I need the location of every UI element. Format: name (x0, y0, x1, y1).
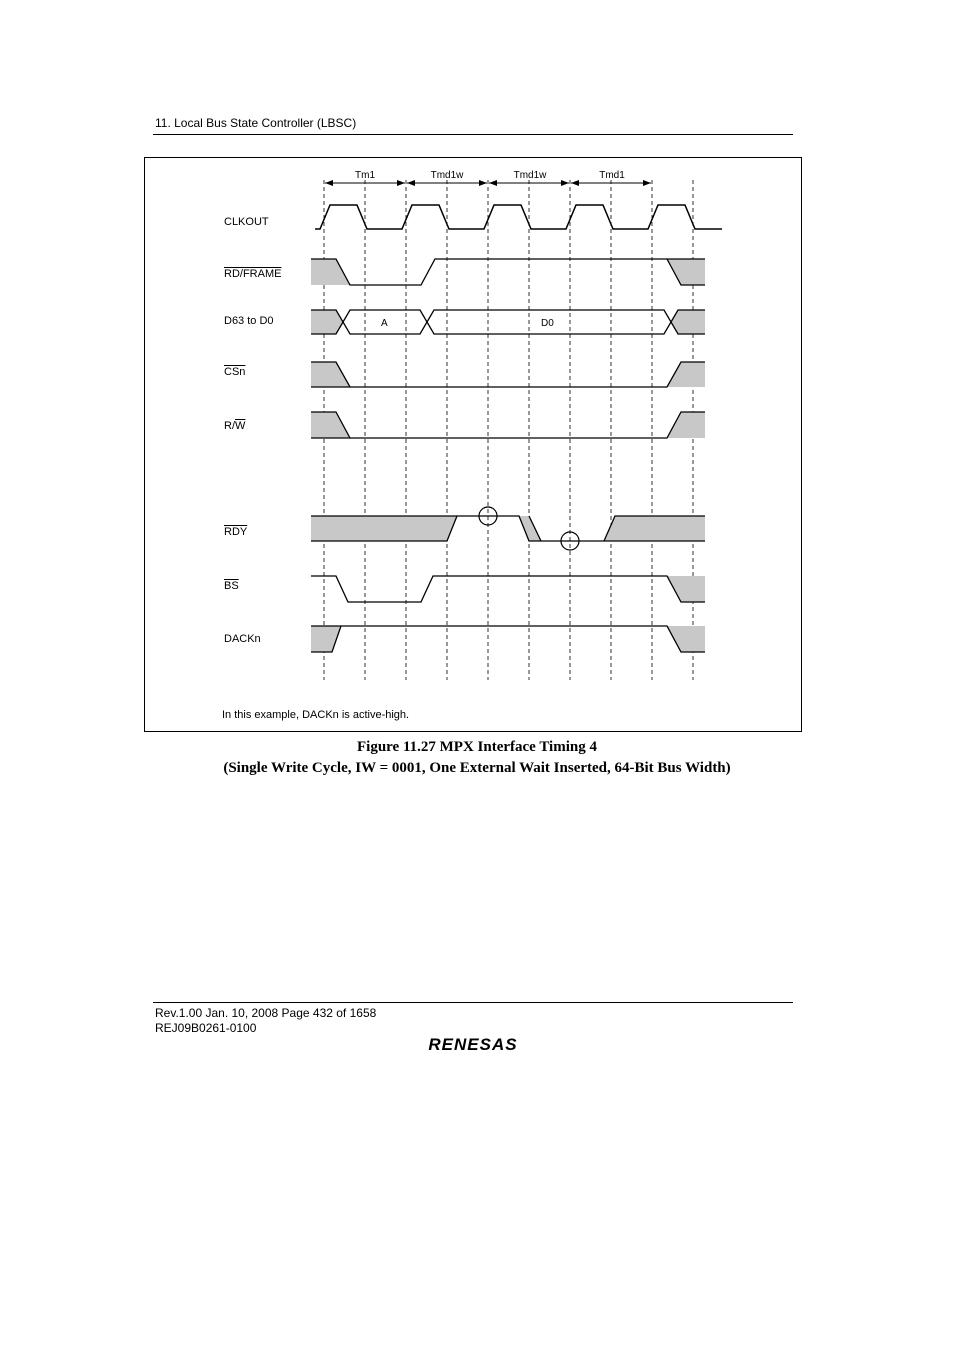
signal-label-rw (224, 420, 245, 433)
signal-label-data-bus: D63 to D0 (224, 315, 274, 327)
period-label-tmd1w-2: Tmd1w (513, 170, 547, 181)
rdy-waveform (311, 516, 705, 541)
figure-note: In this example, DACKn is active-high. (222, 709, 410, 721)
data-bus-waveform (311, 310, 705, 334)
data-value-address: A (381, 318, 388, 329)
signal-label-bs: $\overline{BS}$ (224, 580, 239, 592)
page-header-section: 11. Local Bus State Controller (LBSC) (155, 116, 357, 130)
signal-label-csn: $\overline{CSn}$ (224, 366, 246, 378)
dackn-waveform (311, 626, 705, 652)
data-value-d0: D0 (541, 318, 554, 329)
signal-label-clkout: CLKOUT (224, 216, 269, 228)
clock-edge-gridlines (324, 180, 693, 680)
signal-label-rw-read: R/ (224, 420, 235, 432)
signal-label-rw-write: $\overline{W}$ (235, 420, 246, 432)
rd-frame-waveform (311, 259, 705, 285)
svg-text:RENESAS: RENESAS (428, 1035, 518, 1054)
footer-rule (153, 1002, 793, 1003)
figure-caption-subtitle: (Single Write Cycle, IW = 0001, One External Wait Inserted, 64-Bit Bus Width) (223, 760, 731, 776)
rw-waveform (311, 412, 705, 438)
bs-waveform (311, 576, 705, 602)
clkout-waveform (315, 205, 722, 229)
period-label-tmd1: Tmd1 (599, 170, 625, 181)
figure-caption-title: Figure 11.27 MPX Interface Timing 4 (357, 739, 597, 755)
footer-document-number: REJ09B0261-0100 (155, 1021, 257, 1035)
signal-label-rd-frame: RD/FRAME (224, 268, 282, 280)
signal-label-rdy: $\overline{RDY}$ (224, 526, 248, 538)
footer-revision: Rev.1.00 Jan. 10, 2008 Page 432 of 1658 (155, 1006, 377, 1020)
renesas-logo (413, 1034, 533, 1054)
signal-label-dackn: DACKn (224, 633, 261, 645)
csn-waveform (311, 362, 705, 387)
period-label-tm1: Tm1 (355, 170, 375, 181)
period-label-tmd1w-1: Tmd1w (430, 170, 464, 181)
